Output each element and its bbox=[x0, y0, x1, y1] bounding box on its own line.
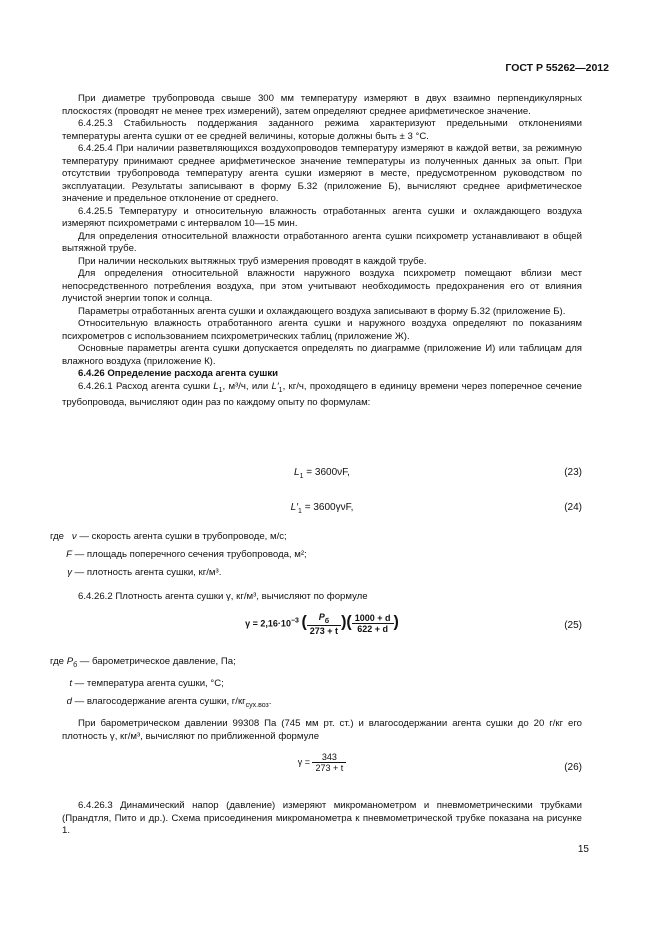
paragraph: Для определения относительной влажности наружного воздуха психрометр помещают вблизи мест непосредственного потребления воздуха, при этом учитывают необходимость предохранения его от влияния лучистой энергии топок и солнца. bbox=[62, 268, 582, 304]
definitions-list-2: где $P_б$ — барометрическое давление, Па; t — температура агента сушки, °С; d — влагосодержание агента сушки, $г/кг_{сух.воз}$. bbox=[50, 656, 272, 709]
section-title: 6.4.26 Определение расхода агента сушки bbox=[78, 368, 279, 379]
equation-24: $L'_1 = 3600\gamma\nu F$, (24) bbox=[290, 502, 582, 515]
paragraph-6-4-26-1: 6.4.26.1 Расход агента сушки $L_1$, м³/ч, или $L'_1$, кг/ч, проходящего в единицу времени через поперечное сечение трубопровода, вычисляют один раз по каждому опыту по формулам: bbox=[62, 380, 582, 408]
equation-25: $\gamma = 2,16\cdot 10^{-3}$ ( $\frac{P_б}{273 + t}$ )( $\frac{1000 + d}{622 + d}$ ) (25) bbox=[245, 612, 582, 636]
definitions-list-1: где ν — скорость агента сушки в трубопроводе, м/с; F — площадь поперечного сечения трубопровода, м²; γ — плотность агента сушки, кг/м³. bbox=[50, 531, 307, 578]
equation-number: (25) bbox=[564, 620, 582, 631]
paragraph: 6.4.25.4 При наличии разветвляющихся воздухопроводов температуру измеряют в каждой ветви, за режимную температуру принимают среднее арифметическое значение температуры из полученных данных за опыт. При отсутствии трубопровода температуру агента сушки измеряют в месте, предусмотренном руководством по эксплуатации. Результаты записывают в форму Б.32 (приложение Б), вычисляют среднее арифметическое значение и предельное отклонение от среднего. bbox=[62, 143, 582, 204]
paragraph: 6.4.25.3 Стабильность поддержания заданного режима характеризуют предельными отклонениями температуры агента сушки от ее средней величины, которые должны быть ± 3 °С. bbox=[62, 118, 582, 142]
paragraph-6-4-26-2: 6.4.26.2 Плотность агента сушки γ, кг/м³, вычисляют по формуле bbox=[78, 591, 368, 602]
equation-number: (23) bbox=[564, 467, 582, 478]
paragraph: 6.4.25.5 Температуру и относительную влажность отработанных агента сушки и охлаждающего воздуха измеряют психрометрами с интервалом 10—15 мин. bbox=[62, 205, 582, 229]
document-header: ГОСТ Р 55262—2012 bbox=[505, 62, 609, 74]
equation-23: $L_1 = 3600\nu F$, (23) bbox=[294, 467, 582, 480]
paragraph: При наличии нескольких вытяжных труб измерения проводят в каждой трубе. bbox=[78, 255, 427, 267]
body-text-top bbox=[62, 93, 582, 409]
paragraph: Параметры отработанных агента сушки и охлаждающего воздуха записывают в форму Б.32 (приложение Б). bbox=[78, 305, 566, 317]
equation-number: (26) bbox=[564, 762, 582, 773]
page-number: 15 bbox=[577, 844, 589, 855]
paragraph: При диаметре трубопровода свыше 300 мм температуру измеряют в двух взаимно перпендикулярных плоскостях (проводят не менее трех измерений), затем определяют среднее арифметическое значение. bbox=[62, 93, 582, 117]
paragraph: Для определения относительной влажности отработанного агента сушки психрометр устанавливают в общей вытяжной трубе. bbox=[62, 230, 582, 254]
paragraph-6-4-26-3: 6.4.26.3 Динамический напор (давление) измеряют микроманометром и пневмометрическими трубками (Прандтля, Пито и др.). Схема присоединения микроманометра к пневмометрической трубке показана на рисунке 1. bbox=[62, 800, 582, 836]
paragraph: Основные параметры агента сушки допускается определять по диаграмме (приложение И) или таблицам для влажного воздуха (приложение К). bbox=[62, 343, 582, 367]
paragraph-barometric: При барометрическом давлении 99308 Па (745 мм рт. ст.) и влагосодержании агента сушки до 20 г/кг его плотность γ, кг/м³, вычисляют по приближенной формуле bbox=[62, 718, 582, 742]
equation-number: (24) bbox=[564, 502, 582, 513]
equation-26: γ = $\frac{343}{273 + t}$ (26) bbox=[297, 752, 582, 773]
paragraph: Относительную влажность отработанного агента сушки и наружного воздуха определяют по показаниям психрометров с использованием психрометрических таблиц (приложение Ж). bbox=[62, 318, 582, 342]
